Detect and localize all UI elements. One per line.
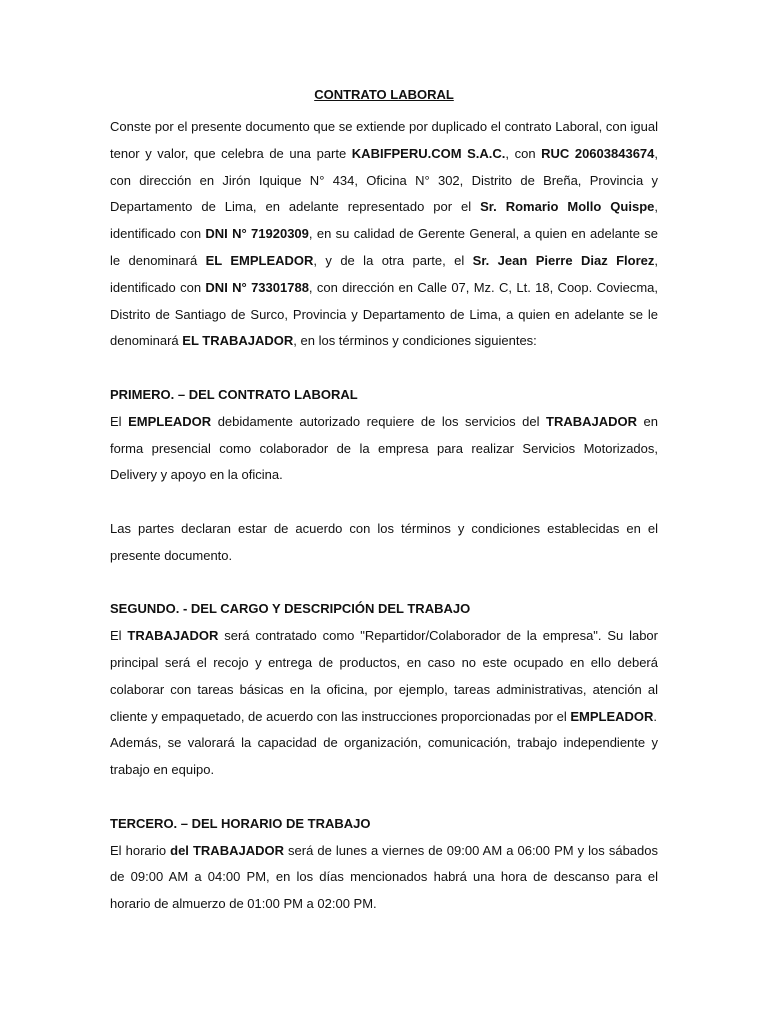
bold-text-run: TRABAJADOR <box>127 628 219 644</box>
text-run: . <box>653 708 658 724</box>
bold-text-run: DNI N° 73301788 <box>205 279 309 295</box>
text-run: , identificado con <box>110 199 658 242</box>
bold-text-run: Sr. Jean Pierre Diaz Florez <box>472 252 655 268</box>
segundo-paragraph-1 <box>110 623 658 730</box>
text-run: Conste por el presente documento que se extiende por duplicado el contrato Laboral, con igual tenor y valor, que celebra de una parte <box>110 119 658 161</box>
text-run: , y de la otra parte, el <box>313 252 473 268</box>
text-run: , con dirección en Jirón Iquique N° 434, Oficina N° 302, Distrito de Breña, Provincia y Departamento de Lima, en adelante representado por el <box>110 145 659 215</box>
text-run: , con dirección en Calle 07, Mz. C, Lt. 18, Coop. Coviecma, Distrito de Santiago de Surco, Provincia y Departamento de Lima, a quien en adelante se le denominará <box>110 279 659 349</box>
bold-text-run: DNI N° 71920309 <box>205 226 309 242</box>
bold-text-run: Sr. Romario Mollo Quispe <box>480 199 655 215</box>
section-heading-segundo: SEGUNDO. - DEL CARGO Y DESCRIPCIÓN DEL TRABAJO <box>110 601 471 617</box>
bold-text-run: EMPLEADOR <box>128 413 212 429</box>
text-run: Además, se valorará la capacidad de organización, comunicación, trabajo independiente y trabajo en equipo. <box>110 735 658 778</box>
bold-text-run: EMPLEADOR <box>570 708 654 724</box>
text-run: será de lunes a viernes de 09:00 AM a 06:00 PM y los sábados de 09:00 AM a 04:00 PM, en los días mencionados habrá una hora de descanso para el horario de almuerzo de 01:00 PM a 02:00 PM. <box>110 842 658 912</box>
section-heading-primero: PRIMERO. – DEL CONTRATO LABORAL <box>110 386 358 402</box>
bold-text-run: TRABAJADOR <box>546 413 637 429</box>
primero-paragraph-2 <box>110 516 658 570</box>
text-run: El <box>110 628 128 644</box>
text-run: Las partes declaran estar de acuerdo con los términos y condiciones establecidas en el presente documento. <box>110 520 658 563</box>
text-run: El <box>110 413 129 429</box>
text-run: , identificado con <box>110 252 659 295</box>
text-run: El horario <box>110 842 171 858</box>
section-heading-tercero: TERCERO. – DEL HORARIO DE TRABAJO <box>110 815 371 831</box>
text-run: será contratado como "Repartidor/Colaborador de la empresa". Su labor principal será el recojo y entrega de productos, en caso no este ocupado en ello deberá colaborar con tareas básicas en la oficina, por ejemplo, tareas administrativas, atención al cliente y empaquetado, de acuerdo con las instrucciones proporcionadas por el <box>110 628 658 724</box>
text-run: , en los términos y condiciones siguientes: <box>293 333 537 349</box>
bold-text-run: KABIFPERU.COM S.A.C. <box>351 145 506 161</box>
bold-text-run: del TRABAJADOR <box>170 842 284 858</box>
intro-paragraph <box>110 114 658 355</box>
text-run: , con <box>505 145 542 161</box>
tercero-paragraph-1 <box>110 838 658 918</box>
text-run: en forma presencial como colaborador de la empresa para realizar Servicios Motorizados, Delivery y apoyo en la oficina. <box>110 413 658 483</box>
bold-text-run: RUC 20603843674 <box>541 145 655 161</box>
primero-paragraph-1 <box>110 409 658 489</box>
text-run: debidamente autorizado requiere de los servicios del <box>211 413 546 429</box>
spacer <box>110 570 658 597</box>
segundo-paragraph-2 <box>110 730 658 784</box>
spacer <box>110 355 658 382</box>
spacer <box>110 784 658 811</box>
bold-text-run: EL TRABAJADOR <box>182 333 294 349</box>
bold-text-run: EL EMPLEADOR <box>205 252 314 268</box>
spacer <box>110 489 658 516</box>
text-run: , en su calidad de Gerente General, a quien en adelante se le denominará <box>110 226 658 268</box>
document-title: CONTRATO LABORAL <box>314 87 454 102</box>
